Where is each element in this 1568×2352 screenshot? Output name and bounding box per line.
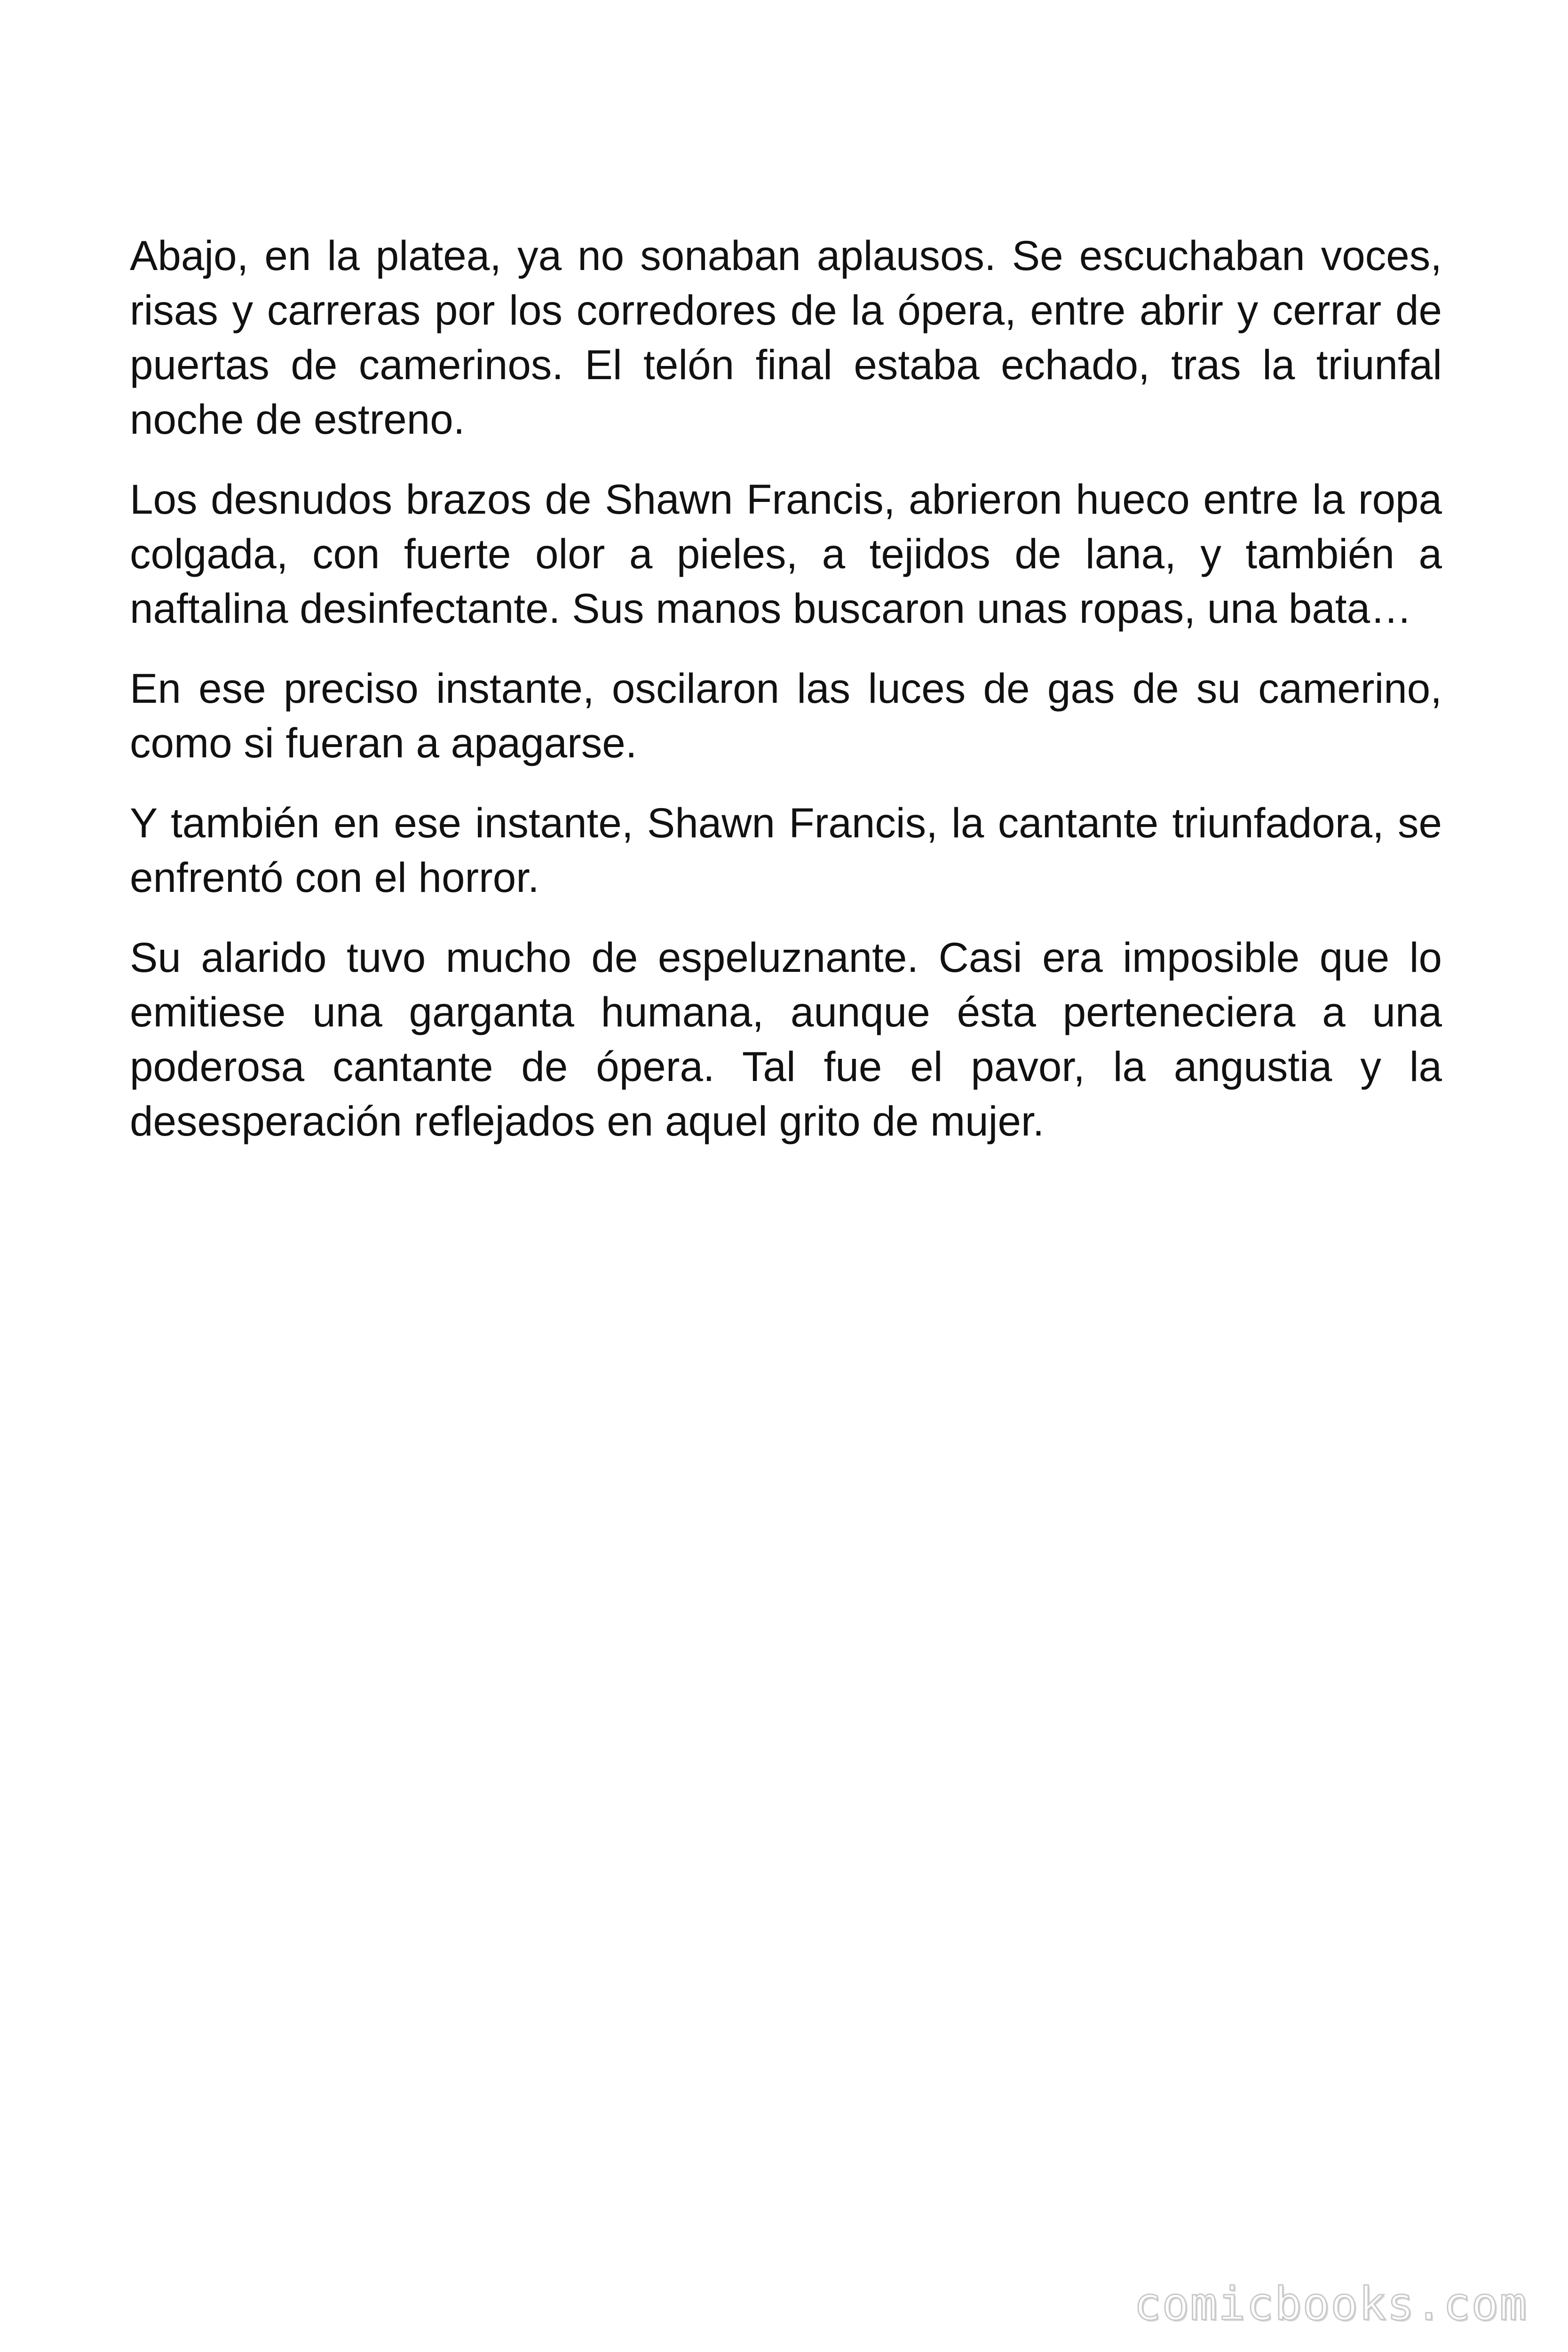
- paragraph-1: Abajo, en la platea, ya no sonaban aplausos. Se escuchaban voces, risas y carreras por los corredores de la ópera, entre abrir y cerrar de puertas de camerinos. El telón final estaba echado, tras la triunfal noche de estreno.: [130, 232, 1442, 443]
- site-watermark: comicbooks.com: [1133, 2278, 1528, 2330]
- paragraph-5: Su alarido tuvo mucho de espeluznante. Casi era imposible que lo emitiese una garganta humana, aunque ésta perteneciera a una poderosa cantante de ópera. Tal fue el pavor, la angustia y la desesperación reflejados en aquel grito de mujer.: [130, 934, 1442, 1144]
- paragraph-2: Los desnudos brazos de Shawn Francis, abrieron hueco entre la ropa colgada, con fuerte olor a pieles, a tejidos de lana, y también a naftalina desinfectante. Sus manos buscaron unas ropas, una bata…: [130, 476, 1442, 632]
- paragraph-4: Y también en ese instante, Shawn Francis, la cantante triunfadora, se enfrentó con el horror.: [130, 799, 1442, 901]
- paragraph-3: En ese preciso instante, oscilaron las luces de gas de su camerino, como si fueran a apagarse.: [130, 665, 1442, 766]
- page-text-body: [130, 228, 1442, 1174]
